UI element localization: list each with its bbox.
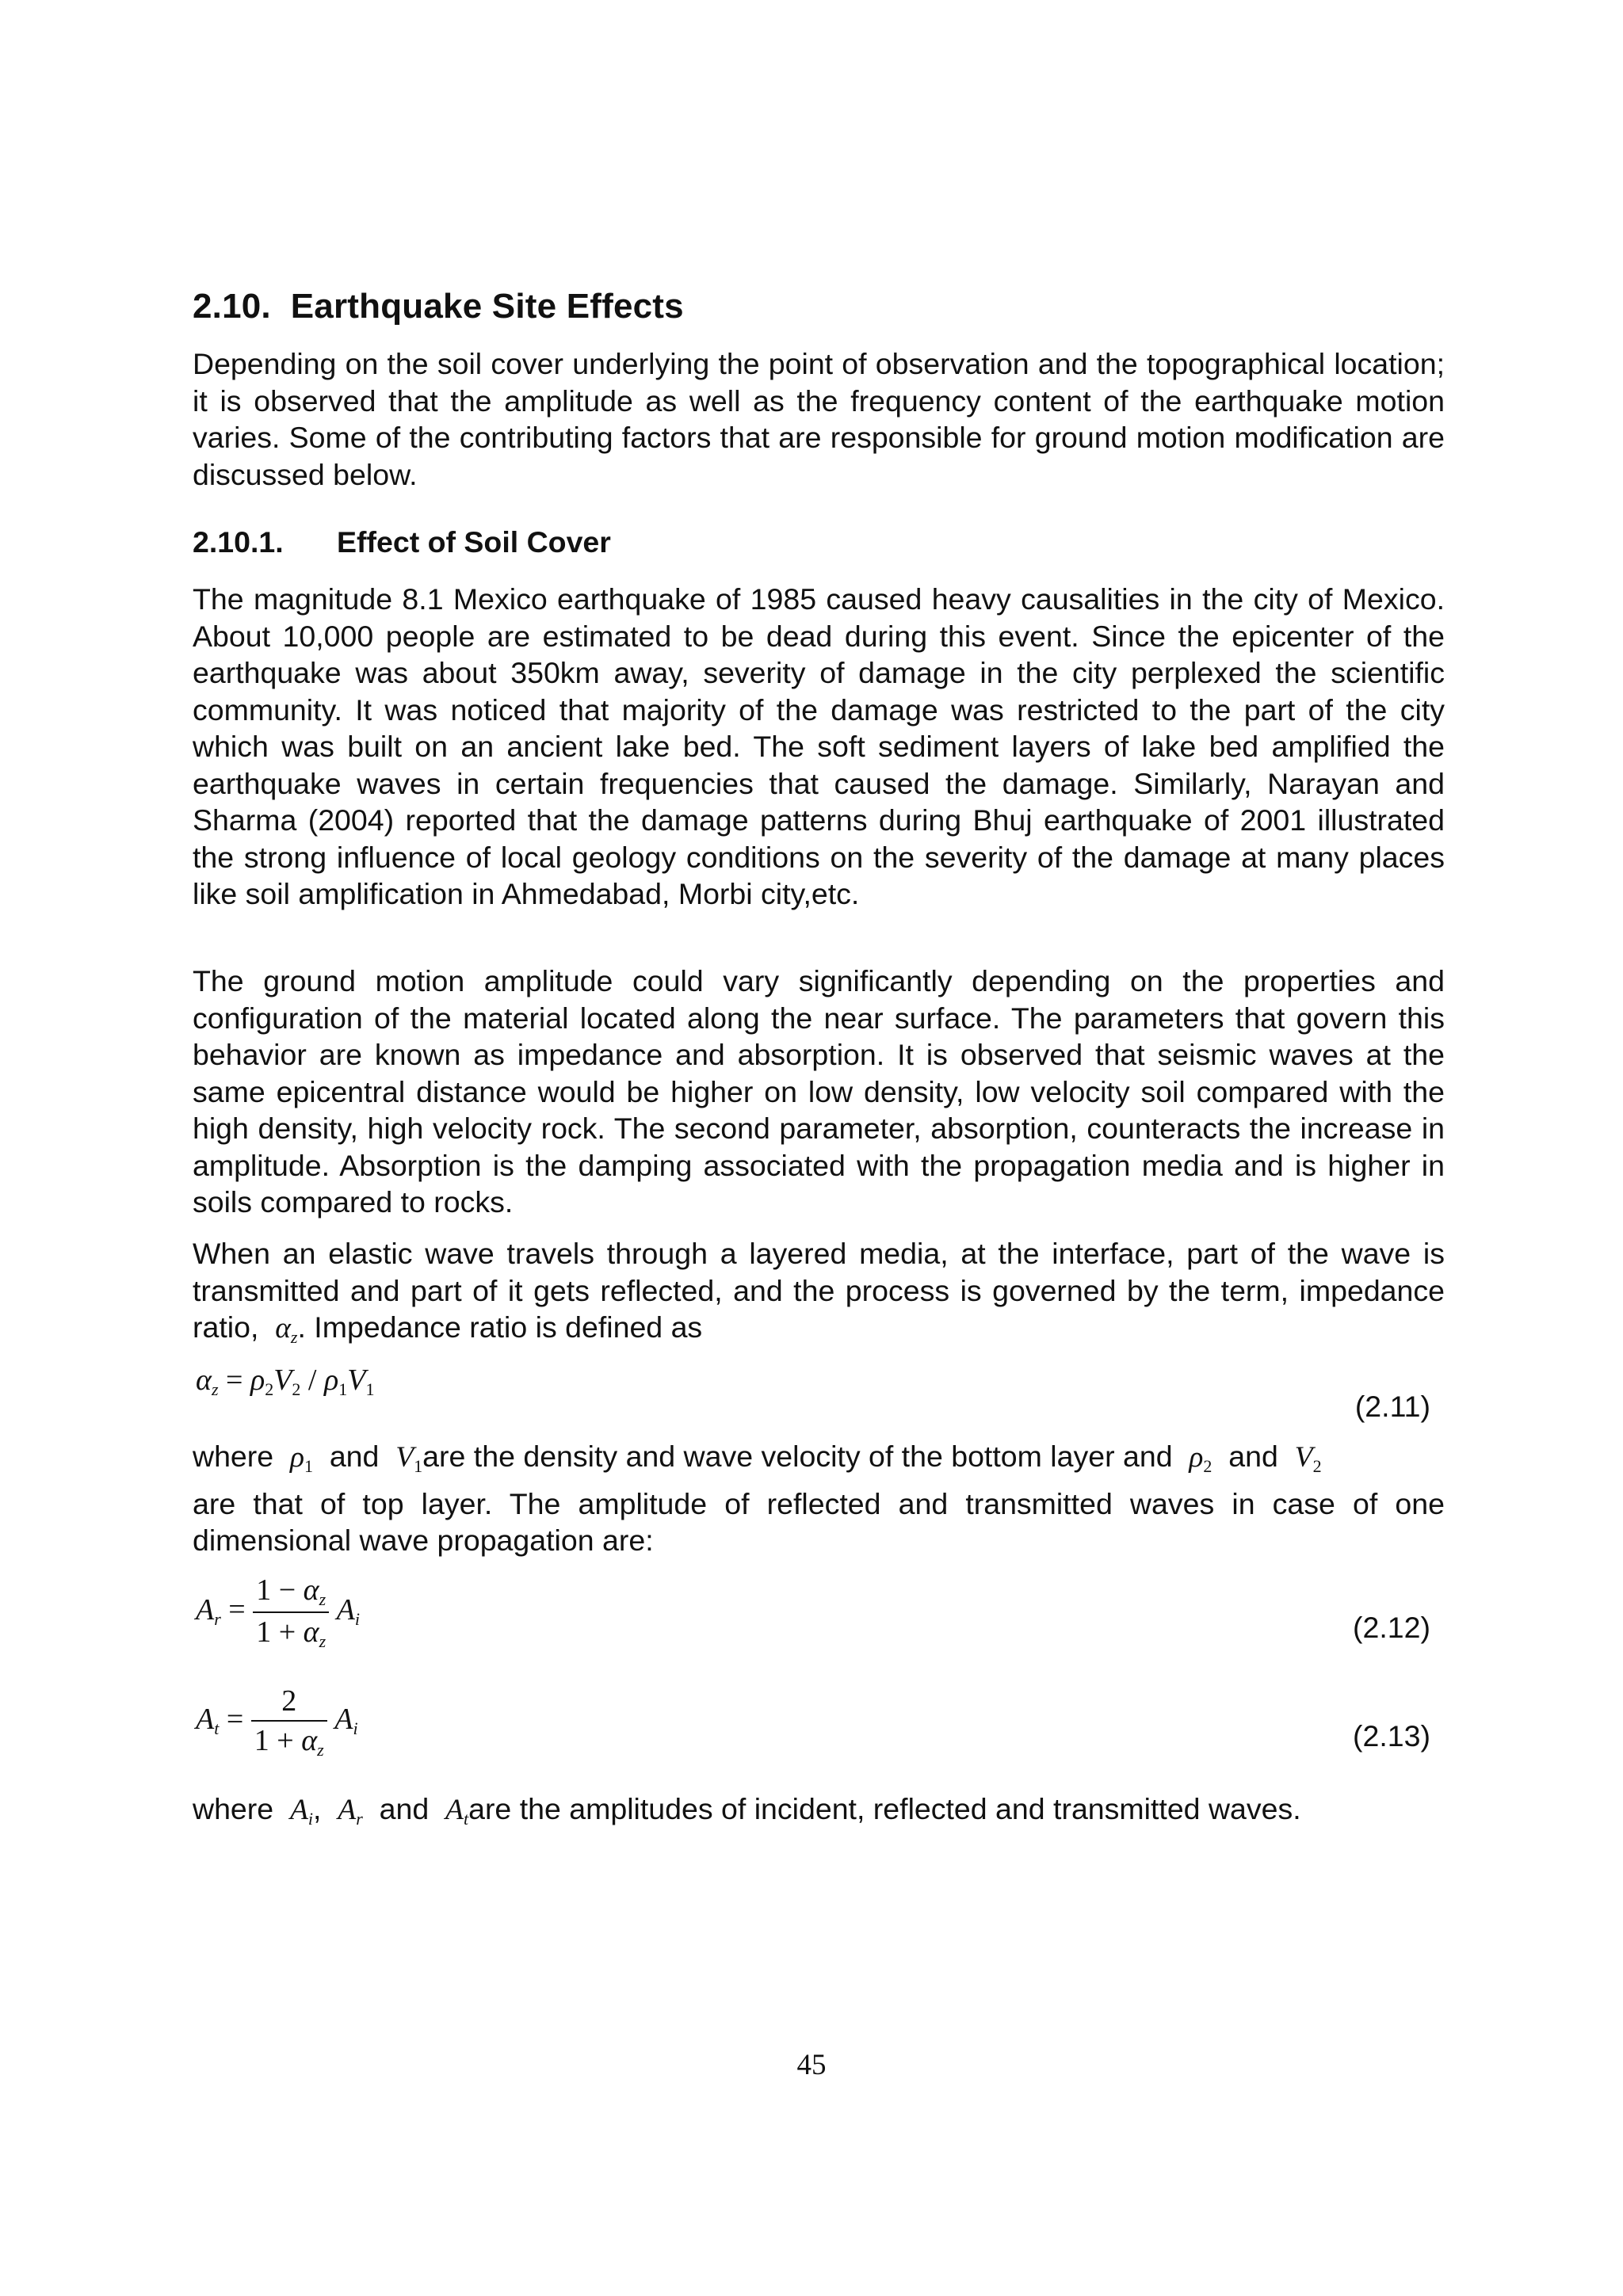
section-title: Earthquake Site Effects bbox=[290, 287, 684, 326]
amplitude-paragraph: The ground motion amplitude could vary significantly depending on the properties and configuration of the material located along the near surface. The parameters that govern this behavior are known as impedance and absorption. It is observed that seismic waves at the same epicentral distance would be higher on low density, low velocity soil compared with the high density, high velocity rock. The second parameter, absorption, counteracts the increase in amplitude. Absorption is the damping associated with the propagation media and is higher in soils compared to rocks. bbox=[193, 964, 1445, 1219]
where-word-2: where bbox=[193, 1792, 274, 1825]
where-word: where bbox=[193, 1440, 274, 1473]
equation-number-2-11: (2.11) bbox=[1354, 1390, 1430, 1423]
impedance-text-after: . Impedance ratio is defined as bbox=[297, 1310, 703, 1344]
equation-number-2-13: (2.13) bbox=[1353, 1719, 1430, 1753]
v-2-symbol: V2 bbox=[1294, 1441, 1322, 1476]
where1-rest: are that of top layer. The amplitude of reflected and transmitted waves in case of one dimensional wave propagation are: bbox=[193, 1486, 1445, 1557]
alpha-z-symbol: αz bbox=[275, 1312, 298, 1347]
rho-1-symbol: ρ1 bbox=[289, 1441, 313, 1476]
equation-number-2-12: (2.12) bbox=[1353, 1611, 1430, 1644]
v-1-symbol: V1 bbox=[395, 1441, 423, 1476]
and-word-2: and bbox=[1228, 1440, 1278, 1473]
transmitted-fraction: $\frac{2}{1 + \alpha z}$ bbox=[251, 1684, 327, 1760]
transmitted-numerator: 2 bbox=[281, 1684, 297, 1718]
where-definition-1 bbox=[193, 1438, 1445, 1559]
a-r-symbol: Ar bbox=[338, 1794, 363, 1829]
impedance-paragraph bbox=[193, 1235, 1445, 1356]
a-i-symbol: Ai bbox=[289, 1794, 314, 1829]
a-t-symbol: At bbox=[445, 1794, 469, 1829]
intro-paragraph: Depending on the soil cover underlying the point of observation and the topographical location; it is observed that the amplitude as well as the frequency content of the earthquake motion varies. Some of the contributing factors that are responsible for ground motion modification are discussed below. bbox=[193, 347, 1445, 491]
section-number: 2.10. bbox=[193, 287, 271, 326]
subsection-number: 2.10.1. bbox=[193, 525, 284, 559]
comma-sep: , bbox=[313, 1792, 322, 1825]
section-heading bbox=[193, 287, 684, 326]
subsection-title: Effect of Soil Cover bbox=[337, 525, 611, 559]
mexico-paragraph: The magnitude 8.1 Mexico earthquake of 1985 caused heavy causalities in the city of Mexico. About 10,000 people are estimated to be dead during this event. Since the epicenter of the earthquake was about 350km away, severity of damage in the city perplexed the scientific community. It was noticed that majority of the damage was restricted to the part of the city which was built on an ancient lake bed. The soft sediment layers of lake bed amplified the earthquake waves in certain frequencies that caused the damage. Similarly, Narayan and Sharma (2004) reported that the damage patterns during Bhuj earthquake of 2001 illustrated the strong influence of local geology conditions on the severity of the damage at many places like soil amplification in Ahmedabad, Morbi city,etc. bbox=[193, 582, 1445, 910]
impedance-ratio-formula: αz = ρ2V2 / ρ1V1 bbox=[196, 1363, 375, 1399]
where1-text: are the density and wave velocity of the bottom layer and bbox=[422, 1440, 1173, 1473]
where2-text: are the amplitudes of incident, reflected and transmitted waves. bbox=[468, 1792, 1301, 1825]
and-word-3: and bbox=[379, 1792, 430, 1825]
reflected-fraction: $\frac{1 - \alpha z}{1 + \alpha z}$ bbox=[253, 1573, 329, 1652]
where-definition-2 bbox=[193, 1791, 1445, 1838]
page-number: 45 bbox=[796, 2049, 827, 2081]
impedance-text-before: When an elastic wave travels through a layered media, at the interface, part of the wave is transmitted and part of it gets reflected, and the process is governed by the term, impedance ratio, bbox=[193, 1237, 1445, 1344]
reflected-amplitude-formula: Ar = $\frac{1 - \alpha z}{1 + \alpha z}$ Ai bbox=[196, 1573, 361, 1651]
transmitted-amplitude-formula: At = $\frac{2}{1 + \alpha z}$ Ai bbox=[196, 1684, 358, 1760]
rho-2-symbol: ρ2 bbox=[1189, 1441, 1212, 1476]
subsection-heading bbox=[193, 525, 1445, 559]
and-word-1: and bbox=[329, 1440, 380, 1473]
